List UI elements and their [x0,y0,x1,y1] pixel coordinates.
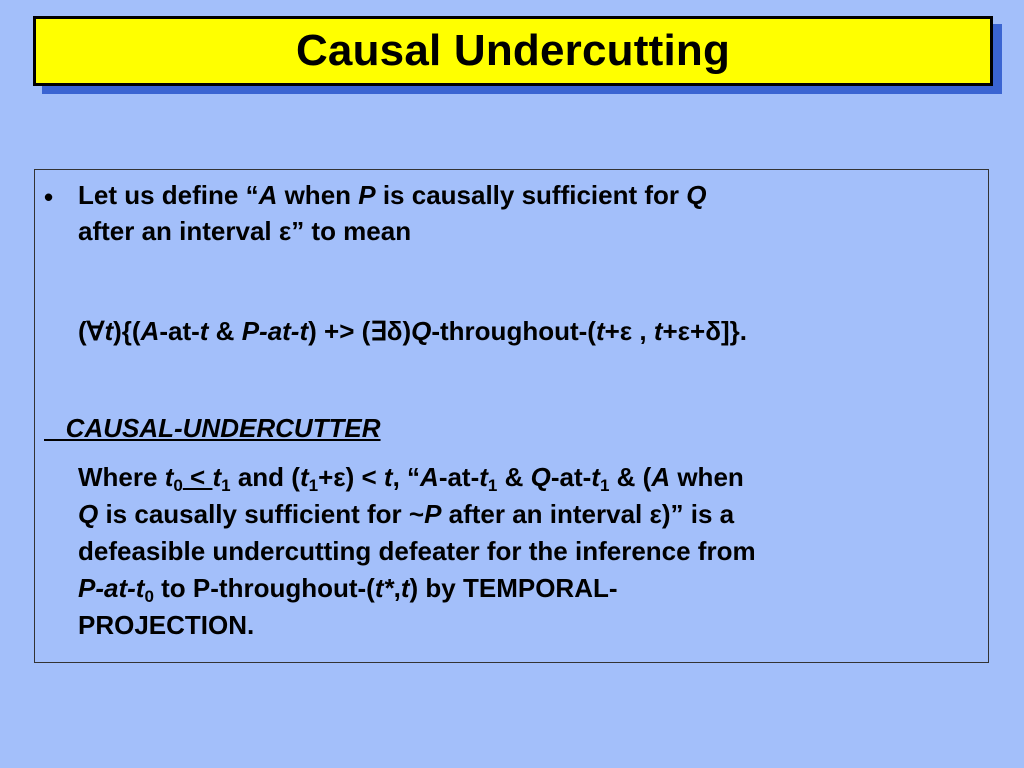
slide-title: Causal Undercutting [295,26,731,75]
formula-line: (∀t){(A-at-t & P-at-t) +> (∃δ)Q-throughout-(t+ε , t+ε+δ]}. [78,316,747,346]
definition-line-1: Let us define “A when P is causally sufficient for Q [78,180,707,210]
where-line-5: PROJECTION. [78,610,255,640]
undercutter-heading: CAUSAL-UNDERCUTTER [44,413,381,443]
bullet-symbol: • [44,182,54,212]
title-box [33,16,993,86]
where-line-3: defeasible undercutting defeater for the inference from [78,536,756,566]
definition-line-2: after an interval ε” to mean [78,216,412,246]
where-line-4: $P-at-t_0$ to P-throughout-(t*,t) by TEMPORAL- [78,573,618,606]
where-line-2: Q is causally sufficient for ~P after an interval ε)” is a [78,499,735,529]
where-line-1: Where $t_0 < t_1$ and $(t_1+\varepsilon) < t$, “$A-at-t_1$ & $Q-at-t_1$ & (A when [78,462,744,495]
